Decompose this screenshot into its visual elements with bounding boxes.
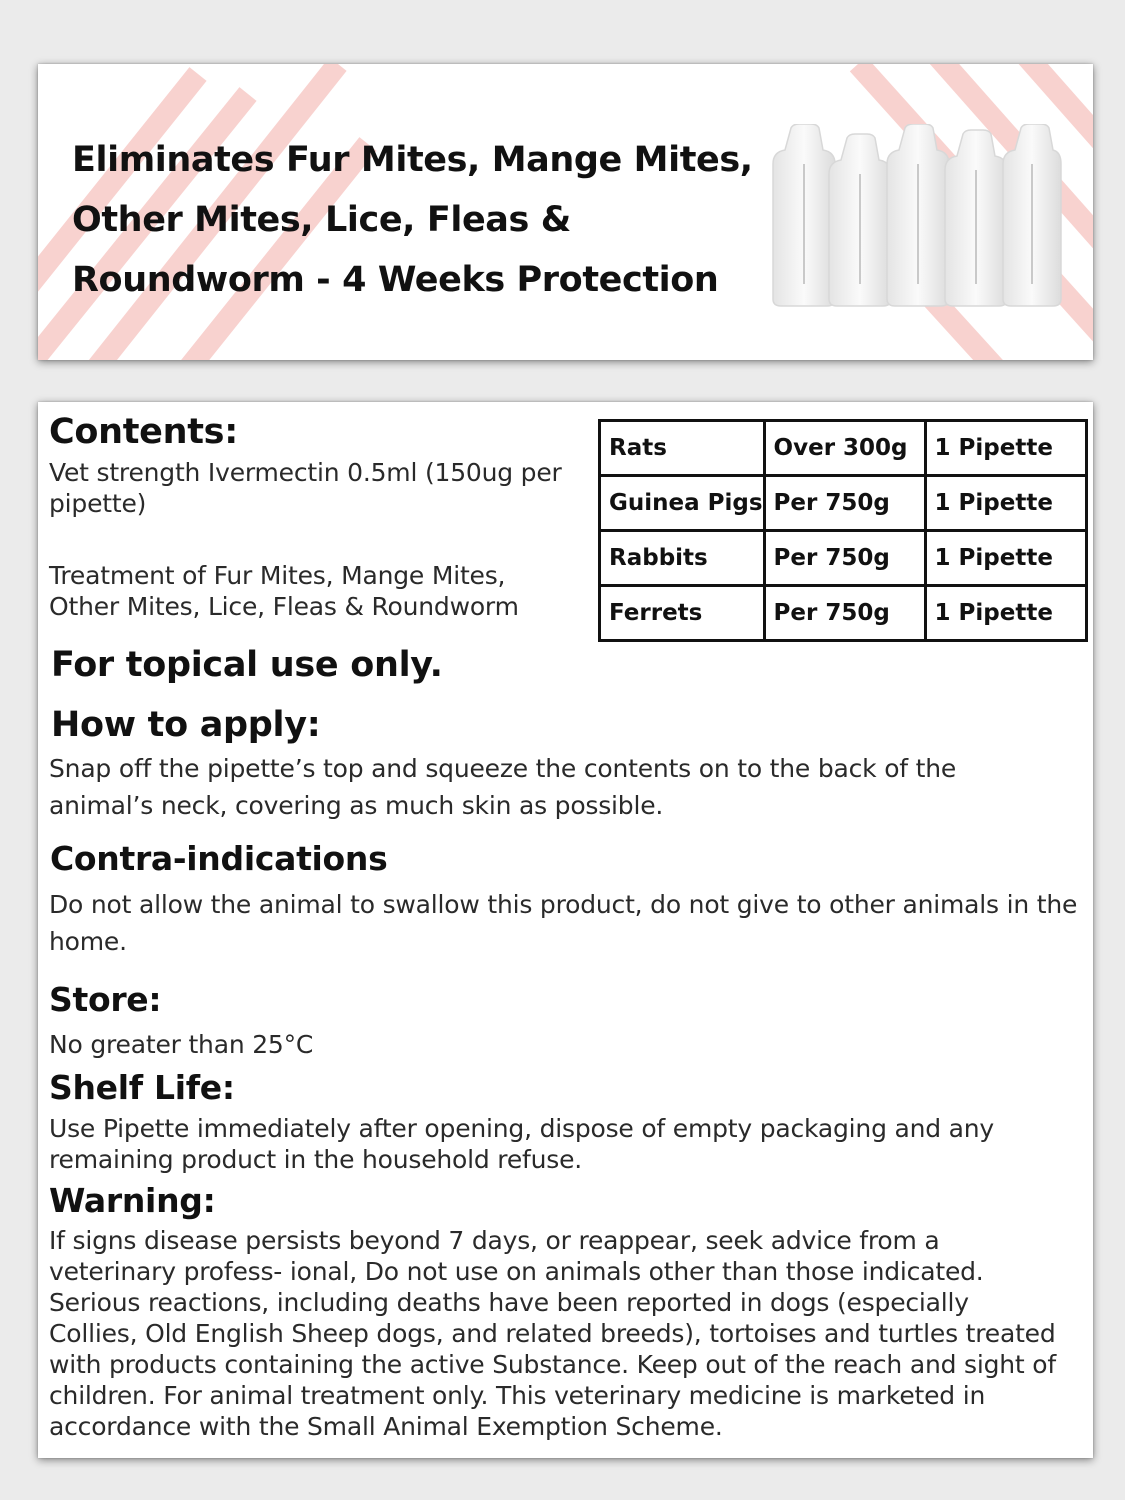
headline-line-2: Other Mites, Lice, Fleas &	[72, 200, 571, 240]
shelf-life-heading: Shelf Life:	[49, 1068, 235, 1107]
species-cell: Rats	[600, 421, 765, 476]
species-cell: Rabbits	[600, 531, 765, 586]
weight-cell: Per 750g	[764, 531, 925, 586]
store-text: No greater than 25°C	[49, 1030, 314, 1059]
product-information-panel	[38, 402, 1093, 1458]
table-row	[600, 531, 1087, 586]
headline-line-3: Roundworm - 4 Weeks Protection	[72, 260, 719, 300]
dose-cell: 1 Pipette	[925, 586, 1086, 641]
table-row	[600, 586, 1087, 641]
species-cell: Guinea Pigs	[600, 476, 765, 531]
contents-heading: Contents:	[49, 412, 238, 452]
warning-text: If signs disease persists beyond 7 days, or reappear, seek advice from a veterinary profess- ional, Do not use on animals other than those indicated. Serious reactions, including deaths have been reported in dogs (especially Collies, Old English Sheep dogs, and related breeds), tortoises and turtles treated with products containing the active Substance. Keep out of the reach and sight of children. For animal treatment only. This veterinary medicine is marketed in accordance with the Small Animal Exemption Scheme.	[49, 1226, 1056, 1441]
headline-line-1: Eliminates Fur Mites, Mange Mites,	[72, 140, 753, 180]
how-to-apply-text: Snap off the pipette’s top and squeeze the contents on to the back of the animal’s neck, covering as much skin as possible.	[49, 754, 957, 820]
weight-cell: Per 750g	[764, 586, 925, 641]
product-banner	[38, 64, 1093, 360]
warning-heading: Warning:	[49, 1181, 216, 1220]
store-heading: Store:	[49, 980, 162, 1019]
weight-cell: Per 750g	[764, 476, 925, 531]
weight-cell: Over 300g	[764, 421, 925, 476]
dose-cell: 1 Pipette	[925, 421, 1086, 476]
shelf-life-text: Use Pipette immediately after opening, dispose of empty packaging and any remaining product in the household refuse.	[49, 1114, 995, 1174]
treatment-text: Treatment of Fur Mites, Mange Mites, Other Mites, Lice, Fleas & Roundworm	[49, 561, 519, 621]
dose-cell: 1 Pipette	[925, 476, 1086, 531]
topical-use-heading: For topical use only.	[51, 645, 443, 685]
species-cell: Ferrets	[600, 586, 765, 641]
product-headline	[72, 130, 753, 310]
dosage-table	[598, 419, 1088, 642]
how-to-apply-heading: How to apply:	[51, 705, 321, 745]
pipettes-image	[763, 124, 1063, 309]
table-row	[600, 476, 1087, 531]
table-row	[600, 421, 1087, 476]
contra-indications-text: Do not allow the animal to swallow this product, do not give to other animals in the home.	[49, 890, 1078, 956]
contents-text: Vet strength Ivermectin 0.5ml (150ug per pipette)	[49, 458, 562, 518]
dose-cell: 1 Pipette	[925, 531, 1086, 586]
contra-indications-heading: Contra-indications	[50, 839, 388, 878]
